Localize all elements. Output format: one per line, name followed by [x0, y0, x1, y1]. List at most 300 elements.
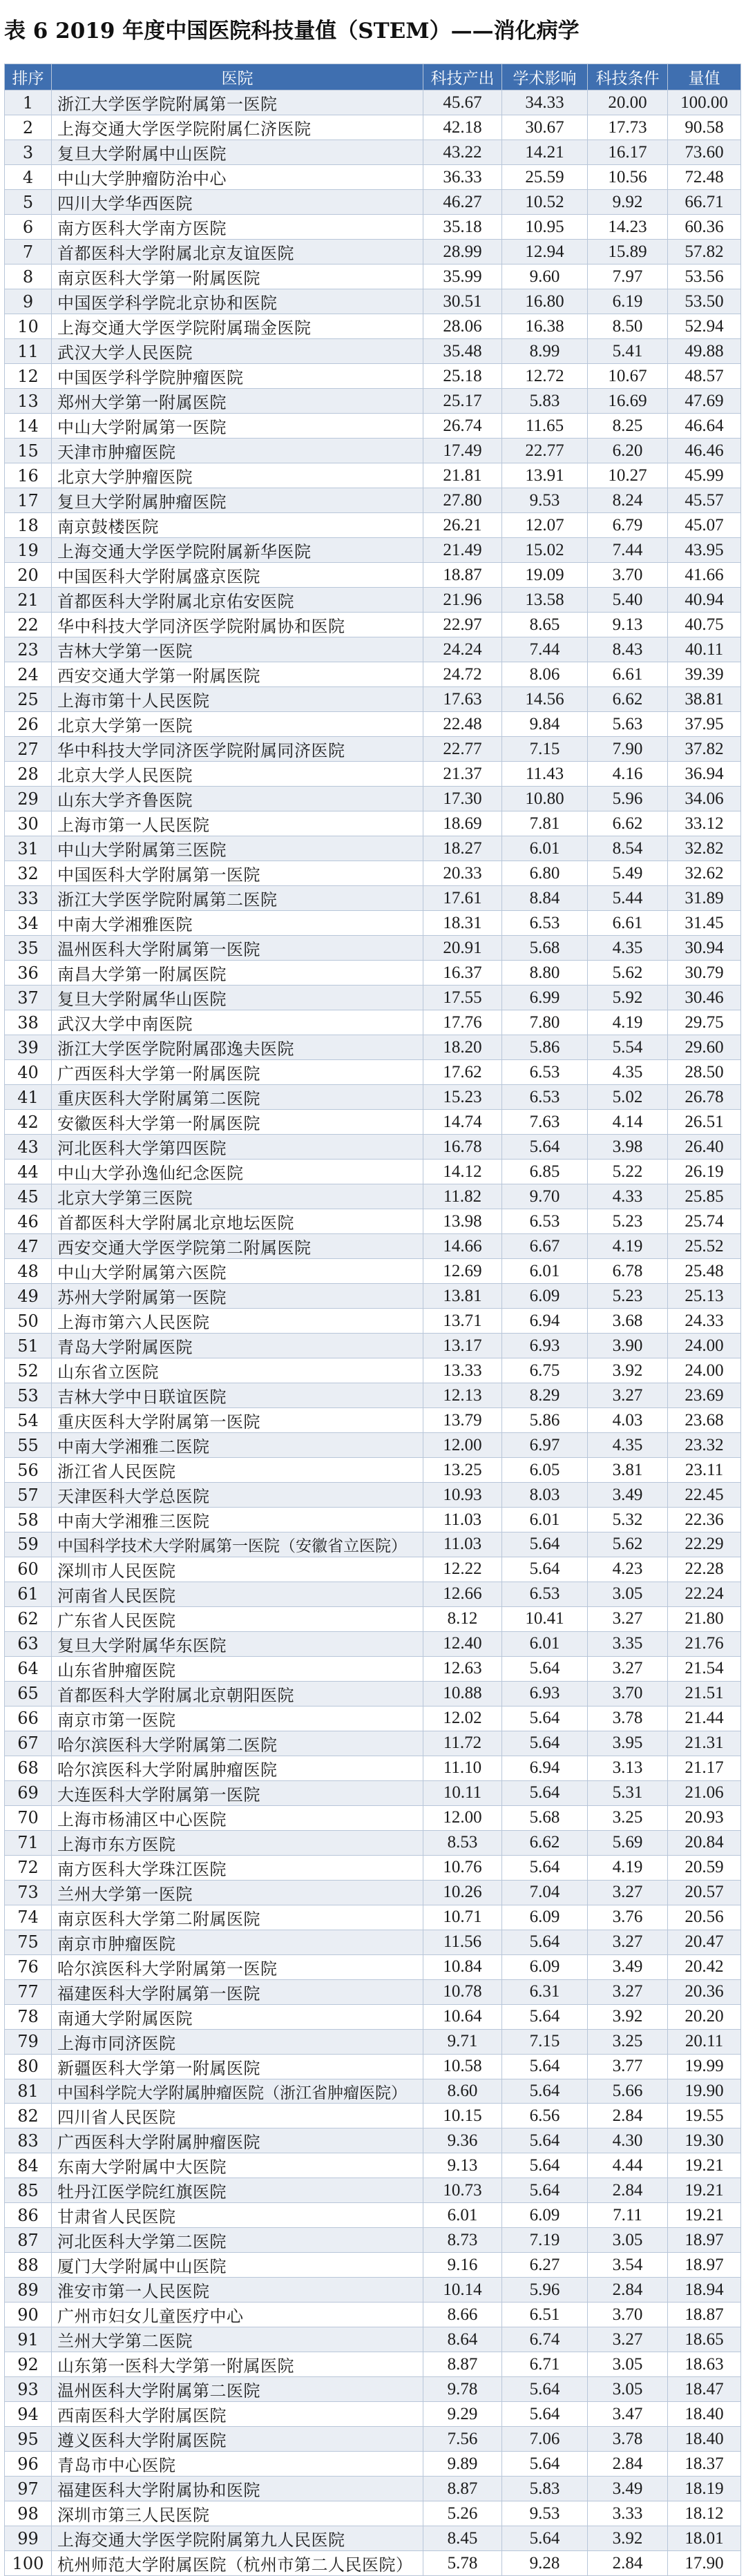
cell-conditions: 5.23: [588, 1284, 668, 1309]
cell-hospital: 首都医科大学附属北京佑安医院: [52, 588, 423, 613]
cell-hospital: 中南大学湘雅三医院: [52, 1508, 423, 1532]
cell-hospital: 上海市同济医院: [52, 2029, 423, 2054]
cell-score: 18.01: [668, 2526, 741, 2551]
cell-output: 16.78: [423, 1135, 502, 1160]
cell-hospital: 复旦大学附属华山医院: [52, 986, 423, 1010]
cell-score: 24.00: [668, 1334, 741, 1358]
cell-output: 8.53: [423, 1830, 502, 1855]
cell-conditions: 3.05: [588, 2377, 668, 2402]
cell-score: 18.40: [668, 2427, 741, 2452]
table-row: [5, 1334, 741, 1358]
cell-conditions: 5.44: [588, 886, 668, 911]
cell-impact: 6.75: [502, 1358, 588, 1383]
table-row: [5, 1905, 741, 1930]
cell-impact: 6.67: [502, 1234, 588, 1259]
cell-score: 39.39: [668, 662, 741, 687]
cell-impact: 5.68: [502, 1805, 588, 1830]
cell-impact: 7.04: [502, 1880, 588, 1905]
table-row: [5, 2303, 741, 2327]
cell-rank: 24: [5, 662, 52, 687]
cell-hospital: 上海市杨浦区中心医院: [52, 1805, 423, 1830]
table-row: [5, 1631, 741, 1656]
cell-score: 23.32: [668, 1433, 741, 1458]
cell-conditions: 8.25: [588, 414, 668, 439]
table-row: [5, 439, 741, 463]
cell-output: 12.13: [423, 1383, 502, 1408]
cell-score: 73.60: [668, 140, 741, 165]
cell-impact: 9.70: [502, 1184, 588, 1209]
table-row: [5, 1805, 741, 1830]
cell-score: 22.45: [668, 1483, 741, 1508]
cell-hospital: 上海交通大学医学院附属新华医院: [52, 538, 423, 563]
cell-conditions: 4.30: [588, 2128, 668, 2153]
cell-rank: 98: [5, 2501, 52, 2526]
cell-score: 20.84: [668, 1830, 741, 1855]
table-row: [5, 2501, 741, 2526]
cell-impact: 6.01: [502, 836, 588, 861]
cell-hospital: 浙江大学医学院附属邵逸夫医院: [52, 1035, 423, 1060]
cell-score: 21.31: [668, 1731, 741, 1756]
cell-score: 23.11: [668, 1458, 741, 1483]
cell-output: 13.17: [423, 1334, 502, 1358]
cell-impact: 30.67: [502, 115, 588, 140]
table-row: [5, 1358, 741, 1383]
table-row: [5, 1309, 741, 1334]
cell-score: 48.57: [668, 364, 741, 389]
cell-hospital: 中国医科大学附属盛京医院: [52, 563, 423, 588]
cell-output: 12.40: [423, 1631, 502, 1656]
cell-conditions: 6.20: [588, 439, 668, 463]
cell-impact: 6.09: [502, 1284, 588, 1309]
cell-output: 27.80: [423, 488, 502, 513]
cell-rank: 17: [5, 488, 52, 513]
cell-hospital: 哈尔滨医科大学附属第一医院: [52, 1954, 423, 1979]
table-row: [5, 240, 741, 265]
table-row: [5, 986, 741, 1010]
cell-conditions: 3.25: [588, 1805, 668, 1830]
cell-hospital: 北京大学第三医院: [52, 1184, 423, 1209]
cell-hospital: 首都医科大学附属北京友谊医院: [52, 240, 423, 265]
cell-conditions: 4.19: [588, 1855, 668, 1880]
cell-rank: 12: [5, 364, 52, 389]
cell-hospital: 牡丹江医学院红旗医院: [52, 2178, 423, 2203]
cell-rank: 77: [5, 1979, 52, 2004]
cell-conditions: 4.19: [588, 1234, 668, 1259]
cell-output: 8.60: [423, 2079, 502, 2104]
cell-conditions: 2.84: [588, 2104, 668, 2128]
cell-impact: 5.64: [502, 2178, 588, 2203]
cell-rank: 70: [5, 1805, 52, 1830]
cell-rank: 68: [5, 1756, 52, 1780]
cell-conditions: 5.92: [588, 986, 668, 1010]
cell-score: 20.56: [668, 1905, 741, 1930]
cell-conditions: 6.61: [588, 662, 668, 687]
cell-hospital: 山东省立医院: [52, 1358, 423, 1383]
cell-conditions: 3.49: [588, 1954, 668, 1979]
cell-rank: 63: [5, 1631, 52, 1656]
cell-score: 47.69: [668, 389, 741, 414]
cell-conditions: 7.11: [588, 2203, 668, 2228]
cell-hospital: 大连医科大学附属第一医院: [52, 1780, 423, 1805]
cell-rank: 73: [5, 1880, 52, 1905]
cell-conditions: 5.62: [588, 1532, 668, 1557]
table-row: [5, 1483, 741, 1508]
cell-score: 40.94: [668, 588, 741, 613]
cell-rank: 23: [5, 637, 52, 662]
cell-impact: 6.94: [502, 1309, 588, 1334]
cell-score: 20.47: [668, 1930, 741, 1954]
cell-impact: 6.09: [502, 1905, 588, 1930]
cell-score: 37.95: [668, 712, 741, 737]
cell-score: 53.50: [668, 289, 741, 314]
cell-conditions: 3.27: [588, 1606, 668, 1631]
table-row: [5, 1830, 741, 1855]
table-row: [5, 2079, 741, 2104]
cell-rank: 58: [5, 1508, 52, 1532]
cell-conditions: 16.17: [588, 140, 668, 165]
cell-score: 23.69: [668, 1383, 741, 1408]
cell-conditions: 3.92: [588, 1358, 668, 1383]
cell-score: 32.62: [668, 861, 741, 886]
cell-conditions: 3.27: [588, 2327, 668, 2352]
cell-hospital: 新疆医科大学第一附属医院: [52, 2054, 423, 2079]
cell-conditions: 3.70: [588, 563, 668, 588]
cell-score: 22.28: [668, 1557, 741, 1582]
cell-rank: 5: [5, 190, 52, 215]
cell-conditions: 2.84: [588, 2452, 668, 2477]
cell-rank: 89: [5, 2278, 52, 2303]
cell-score: 20.36: [668, 1979, 741, 2004]
cell-rank: 30: [5, 811, 52, 836]
cell-rank: 2: [5, 115, 52, 140]
table-row: [5, 1880, 741, 1905]
cell-impact: 12.72: [502, 364, 588, 389]
cell-hospital: 华中科技大学同济医学院附属协和医院: [52, 613, 423, 637]
cell-conditions: 8.50: [588, 314, 668, 339]
cell-output: 10.11: [423, 1780, 502, 1805]
cell-conditions: 3.25: [588, 2029, 668, 2054]
cell-score: 49.88: [668, 339, 741, 364]
cell-impact: 5.86: [502, 1408, 588, 1433]
cell-conditions: 3.90: [588, 1334, 668, 1358]
cell-conditions: 5.54: [588, 1035, 668, 1060]
cell-score: 30.79: [668, 961, 741, 986]
cell-output: 9.16: [423, 2253, 502, 2278]
table-row: [5, 1656, 741, 1681]
cell-score: 25.52: [668, 1234, 741, 1259]
cell-rank: 44: [5, 1160, 52, 1184]
cell-rank: 40: [5, 1060, 52, 1085]
cell-hospital: 杭州师范大学附属医院（杭州市第二人民医院）: [52, 2551, 423, 2576]
cell-impact: 5.64: [502, 2128, 588, 2153]
cell-hospital: 淮安市第一人民医院: [52, 2278, 423, 2303]
table-row: [5, 215, 741, 240]
cell-score: 21.51: [668, 1681, 741, 1706]
cell-rank: 81: [5, 2079, 52, 2104]
cell-conditions: 4.19: [588, 1010, 668, 1035]
table-row: [5, 961, 741, 986]
cell-score: 38.81: [668, 687, 741, 712]
cell-hospital: 吉林大学中日联谊医院: [52, 1383, 423, 1408]
table-row: [5, 737, 741, 762]
table-row: [5, 1458, 741, 1483]
cell-rank: 55: [5, 1433, 52, 1458]
cell-hospital: 郑州大学第一附属医院: [52, 389, 423, 414]
cell-hospital: 南京市肿瘤医院: [52, 1930, 423, 1954]
cell-output: 28.06: [423, 314, 502, 339]
cell-score: 30.94: [668, 936, 741, 961]
cell-score: 22.24: [668, 1582, 741, 1606]
cell-hospital: 南京医科大学第二附属医院: [52, 1905, 423, 1930]
cell-impact: 6.01: [502, 1259, 588, 1284]
cell-output: 18.27: [423, 836, 502, 861]
cell-output: 5.26: [423, 2501, 502, 2526]
cell-rank: 18: [5, 513, 52, 538]
table-row: [5, 2452, 741, 2477]
table-row: [5, 314, 741, 339]
cell-score: 25.48: [668, 1259, 741, 1284]
cell-rank: 51: [5, 1334, 52, 1358]
cell-conditions: 4.14: [588, 1110, 668, 1135]
cell-score: 33.12: [668, 811, 741, 836]
cell-rank: 91: [5, 2327, 52, 2352]
cell-hospital: 兰州大学第二医院: [52, 2327, 423, 2352]
cell-conditions: 3.77: [588, 2054, 668, 2079]
cell-output: 18.20: [423, 1035, 502, 1060]
cell-hospital: 广西医科大学第一附属医院: [52, 1060, 423, 1085]
cell-rank: 54: [5, 1408, 52, 1433]
cell-rank: 39: [5, 1035, 52, 1060]
cell-hospital: 北京大学第一医院: [52, 712, 423, 737]
cell-impact: 11.43: [502, 762, 588, 787]
cell-rank: 67: [5, 1731, 52, 1756]
cell-impact: 7.19: [502, 2228, 588, 2253]
table-row: [5, 2477, 741, 2501]
cell-hospital: 南京市第一医院: [52, 1706, 423, 1731]
cell-rank: 21: [5, 588, 52, 613]
cell-rank: 7: [5, 240, 52, 265]
cell-rank: 74: [5, 1905, 52, 1930]
cell-score: 20.93: [668, 1805, 741, 1830]
cell-rank: 76: [5, 1954, 52, 1979]
table-row: [5, 513, 741, 538]
cell-output: 10.71: [423, 1905, 502, 1930]
cell-impact: 8.84: [502, 886, 588, 911]
table-row: [5, 2004, 741, 2029]
cell-score: 18.12: [668, 2501, 741, 2526]
cell-rank: 20: [5, 563, 52, 588]
table-row: [5, 1383, 741, 1408]
cell-rank: 31: [5, 836, 52, 861]
cell-impact: 16.38: [502, 314, 588, 339]
table-row: [5, 886, 741, 911]
cell-output: 10.78: [423, 1979, 502, 2004]
cell-hospital: 浙江大学医学院附属第二医院: [52, 886, 423, 911]
cell-score: 25.85: [668, 1184, 741, 1209]
cell-conditions: 3.92: [588, 2004, 668, 2029]
cell-output: 9.13: [423, 2153, 502, 2178]
cell-rank: 14: [5, 414, 52, 439]
cell-impact: 5.68: [502, 936, 588, 961]
table-row: [5, 289, 741, 314]
cell-conditions: 20.00: [588, 90, 668, 115]
cell-output: 12.02: [423, 1706, 502, 1731]
cell-output: 12.66: [423, 1582, 502, 1606]
cell-impact: 5.64: [502, 2452, 588, 2477]
cell-conditions: 3.05: [588, 1582, 668, 1606]
cell-hospital: 北京大学人民医院: [52, 762, 423, 787]
cell-conditions: 3.98: [588, 1135, 668, 1160]
cell-score: 45.57: [668, 488, 741, 513]
cell-rank: 71: [5, 1830, 52, 1855]
cell-hospital: 河南省人民医院: [52, 1582, 423, 1606]
cell-impact: 6.93: [502, 1681, 588, 1706]
cell-conditions: 4.35: [588, 1060, 668, 1085]
cell-impact: 6.85: [502, 1160, 588, 1184]
cell-rank: 78: [5, 2004, 52, 2029]
cell-rank: 62: [5, 1606, 52, 1631]
cell-impact: 5.64: [502, 2153, 588, 2178]
table-row: [5, 2128, 741, 2153]
cell-impact: 5.64: [502, 1855, 588, 1880]
cell-score: 19.21: [668, 2153, 741, 2178]
table-row: [5, 861, 741, 886]
cell-conditions: 3.49: [588, 1483, 668, 1508]
cell-score: 21.06: [668, 1780, 741, 1805]
table-row: [5, 1209, 741, 1234]
cell-impact: 5.64: [502, 2402, 588, 2427]
cell-score: 31.89: [668, 886, 741, 911]
cell-output: 17.49: [423, 439, 502, 463]
cell-hospital: 哈尔滨医科大学附属肿瘤医院: [52, 1756, 423, 1780]
cell-rank: 99: [5, 2526, 52, 2551]
cell-rank: 26: [5, 712, 52, 737]
cell-hospital: 温州医科大学附属第一医院: [52, 936, 423, 961]
cell-conditions: 4.35: [588, 936, 668, 961]
cell-output: 45.67: [423, 90, 502, 115]
cell-rank: 93: [5, 2377, 52, 2402]
cell-rank: 33: [5, 886, 52, 911]
cell-output: 10.64: [423, 2004, 502, 2029]
cell-impact: 5.64: [502, 2004, 588, 2029]
cell-impact: 15.02: [502, 538, 588, 563]
cell-impact: 6.93: [502, 1334, 588, 1358]
cell-output: 17.76: [423, 1010, 502, 1035]
cell-output: 11.82: [423, 1184, 502, 1209]
cell-impact: 5.64: [502, 1532, 588, 1557]
cell-hospital: 甘肃省人民医院: [52, 2203, 423, 2228]
cell-rank: 65: [5, 1681, 52, 1706]
cell-score: 29.75: [668, 1010, 741, 1035]
cell-output: 9.29: [423, 2402, 502, 2427]
cell-impact: 5.64: [502, 1656, 588, 1681]
table-row: [5, 2029, 741, 2054]
cell-conditions: 5.62: [588, 961, 668, 986]
cell-output: 10.15: [423, 2104, 502, 2128]
cell-hospital: 天津市肿瘤医院: [52, 439, 423, 463]
cell-hospital: 广西医科大学附属肿瘤医院: [52, 2128, 423, 2153]
cell-hospital: 福建医科大学附属第一医院: [52, 1979, 423, 2004]
cell-conditions: 5.66: [588, 2079, 668, 2104]
table-row: [5, 1780, 741, 1805]
cell-score: 19.30: [668, 2128, 741, 2153]
cell-conditions: 4.44: [588, 2153, 668, 2178]
cell-rank: 64: [5, 1656, 52, 1681]
table-row: [5, 2427, 741, 2452]
cell-hospital: 山东省肿瘤医院: [52, 1656, 423, 1681]
cell-output: 13.98: [423, 1209, 502, 1234]
cell-hospital: 中山大学肿瘤防治中心: [52, 165, 423, 190]
cell-impact: 8.06: [502, 662, 588, 687]
header-impact: 学术影响: [502, 64, 588, 90]
cell-score: 23.68: [668, 1408, 741, 1433]
cell-hospital: 四川省人民医院: [52, 2104, 423, 2128]
cell-rank: 11: [5, 339, 52, 364]
cell-score: 25.74: [668, 1209, 741, 1234]
cell-output: 9.71: [423, 2029, 502, 2054]
cell-rank: 84: [5, 2153, 52, 2178]
cell-rank: 50: [5, 1309, 52, 1334]
cell-score: 53.56: [668, 265, 741, 289]
cell-output: 42.18: [423, 115, 502, 140]
table-row: [5, 538, 741, 563]
cell-hospital: 首都医科大学附属北京朝阳医院: [52, 1681, 423, 1706]
cell-conditions: 8.24: [588, 488, 668, 513]
cell-output: 15.23: [423, 1085, 502, 1110]
cell-rank: 49: [5, 1284, 52, 1309]
cell-impact: 6.53: [502, 1209, 588, 1234]
cell-conditions: 15.89: [588, 240, 668, 265]
cell-score: 18.40: [668, 2402, 741, 2427]
table-row: [5, 911, 741, 936]
cell-rank: 45: [5, 1184, 52, 1209]
cell-hospital: 中国科学院大学附属肿瘤医院（浙江省肿瘤医院）: [52, 2079, 423, 2104]
cell-hospital: 中国医科大学附属第一医院: [52, 861, 423, 886]
cell-conditions: 8.43: [588, 637, 668, 662]
cell-hospital: 上海市第一人民医院: [52, 811, 423, 836]
cell-hospital: 浙江省人民医院: [52, 1458, 423, 1483]
cell-score: 18.94: [668, 2278, 741, 2303]
cell-rank: 86: [5, 2203, 52, 2228]
cell-output: 26.74: [423, 414, 502, 439]
cell-score: 18.19: [668, 2477, 741, 2501]
cell-score: 57.82: [668, 240, 741, 265]
table-row: [5, 2551, 741, 2576]
cell-impact: 8.80: [502, 961, 588, 986]
table-row: [5, 1259, 741, 1284]
cell-conditions: 4.35: [588, 1433, 668, 1458]
cell-output: 11.56: [423, 1930, 502, 1954]
table-row: [5, 2178, 741, 2203]
cell-rank: 35: [5, 936, 52, 961]
table-row: [5, 613, 741, 637]
cell-rank: 15: [5, 439, 52, 463]
cell-score: 28.50: [668, 1060, 741, 1085]
table-row: [5, 1110, 741, 1135]
cell-output: 13.25: [423, 1458, 502, 1483]
cell-impact: 6.09: [502, 2203, 588, 2228]
cell-conditions: 5.40: [588, 588, 668, 613]
cell-impact: 14.56: [502, 687, 588, 712]
cell-conditions: 6.62: [588, 811, 668, 836]
cell-output: 35.48: [423, 339, 502, 364]
cell-conditions: 3.95: [588, 1731, 668, 1756]
cell-score: 26.51: [668, 1110, 741, 1135]
cell-output: 14.12: [423, 1160, 502, 1184]
cell-output: 20.91: [423, 936, 502, 961]
cell-conditions: 2.84: [588, 2278, 668, 2303]
cell-score: 29.60: [668, 1035, 741, 1060]
